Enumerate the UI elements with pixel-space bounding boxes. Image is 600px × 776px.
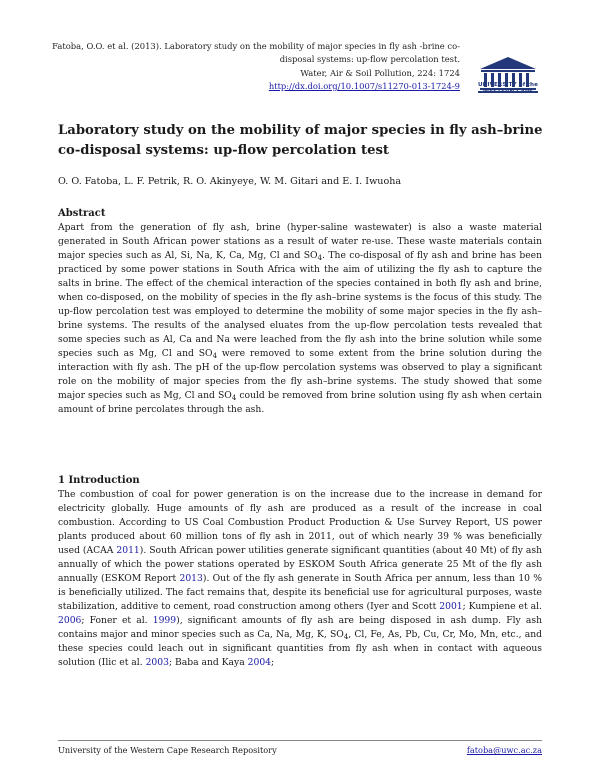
- citation-line-3: Water, Air & Soil Pollution, 224: 1724: [300, 67, 460, 78]
- citation-line-2: disposal systems: up-flow percolation test.: [279, 54, 460, 65]
- abstract-text: Apart from the generation of fly ash, brine (hyper-saline wastewater) is also a waste material generated in South African power stations as a result of water re-use. These waste materials contain major species such as Al, Si, Na, K, Ca, Mg, Cl and $SO_4$. The co-disposal of fly ash and brine has been practiced by some power stations in South Africa with the aim of utilizing the fly ash to capture the salts in brine. The effect of the chemical interaction of the species contained in both fly ash and brine, when co-disposed, on the mobility of species in the fly ash–brine systems is the focus of this study. The up-flow percolation test was employed to determine the mobility of some major species in the fly ash–brine systems. The results of the analysed eluates from the up-flow percolation tests revealed that some species such as Al, Ca and Na were leached from the fly ash into the brine solution while some species such as Mg, Cl and $SO_4$ were removed to some extent from the brine solution during the interaction with fly ash. The pH of the up-flow percolation systems was observed to play a significant role on the mobility of major species from the fly ash–brine systems. The study showed that some major species such as Mg, Cl and $SO_4$ could be removed from brine solution using fly ash when certain amount of brine percolates through the ash.: [58, 222, 543, 415]
- ref-iyer-link[interactable]: 2001: [439, 601, 463, 612]
- ref-baba-link[interactable]: 2004: [247, 657, 272, 668]
- doi-link[interactable]: http://dx.doi.org/10.1007/s11270-013-1724-9: [268, 80, 460, 91]
- ref-eskom-link[interactable]: 2013: [179, 573, 203, 584]
- citation-line-1: Fatoba, O.O. et al. (2013). Laboratory study on the mobility of major species in fly ash -brine co-: [52, 41, 460, 51]
- ref-ilic-link[interactable]: 2003: [145, 657, 169, 668]
- introduction-text: The combustion of coal for power generation is on the increase due to the increase in demand for electricity globally. Huge amounts of fly ash are produced as a result of the increase in coal combustion. According to US Coal Combustion Product Production & Use Survey Report, US power plants produced about 60 million tons of fly ash in 2011, out of which nearly 39 % was beneficially used (ACAA 2011). South African power utilities generate significant quantities (about 40 Mt) of fly ash annually of which the power stations operated by ESKOM South Africa generate 25 Mt of the fly ash annually (ESKOM Report 2013). Out of the fly ash generate in South Africa per annum, less than 10 % is beneficially utilized. The fact remains that, despite its beneficial use for agricultural purposes, waste stabilization, additive to cement, road construction among others (Iyer and Scott 2001; Kumpiene et al. 2006; Foner et al. 1999), significant amounts of fly ash are being disposed in ash dump. Fly ash contains major and minor species such as Ca, Na, Mg, K, $SO_4$, Cl, Fe, As, Pb, Cu, Cr, Mo, Mn, etc., and these species could leach out in significant quantities from fly ash when in contact with aqueous solution (Ilic et al. 2003; Baba and Kaya 2004;: [58, 489, 542, 668]
- ref-kumpiene-link[interactable]: 2006: [58, 615, 82, 626]
- footer-repository: University of the Western Cape Research Repository: [58, 745, 277, 755]
- footer-divider: [58, 740, 542, 741]
- university-logo-text: UNIVERSITY of the WESTERN CAPE: [477, 82, 539, 95]
- ref-acaa-link[interactable]: 2011: [116, 545, 140, 556]
- ref-foner-link[interactable]: 1999: [152, 615, 177, 626]
- introduction-heading: 1 Introduction: [58, 475, 140, 486]
- footer-email-link[interactable]: fatoba@uwc.ac.za: [466, 745, 542, 755]
- authors: O. O. Fatoba, L. F. Petrik, R. O. Akinyeye, W. M. Gitari and E. I. Iwuoha: [58, 176, 402, 187]
- paper-title: Laboratory study on the mobility of major species in fly ash–brine co-disposal systems: up-flow percolation test: [58, 123, 543, 158]
- citation-header: [40, 40, 460, 93]
- abstract-heading: Abstract: [58, 208, 106, 219]
- university-logo-icon: [470, 42, 546, 108]
